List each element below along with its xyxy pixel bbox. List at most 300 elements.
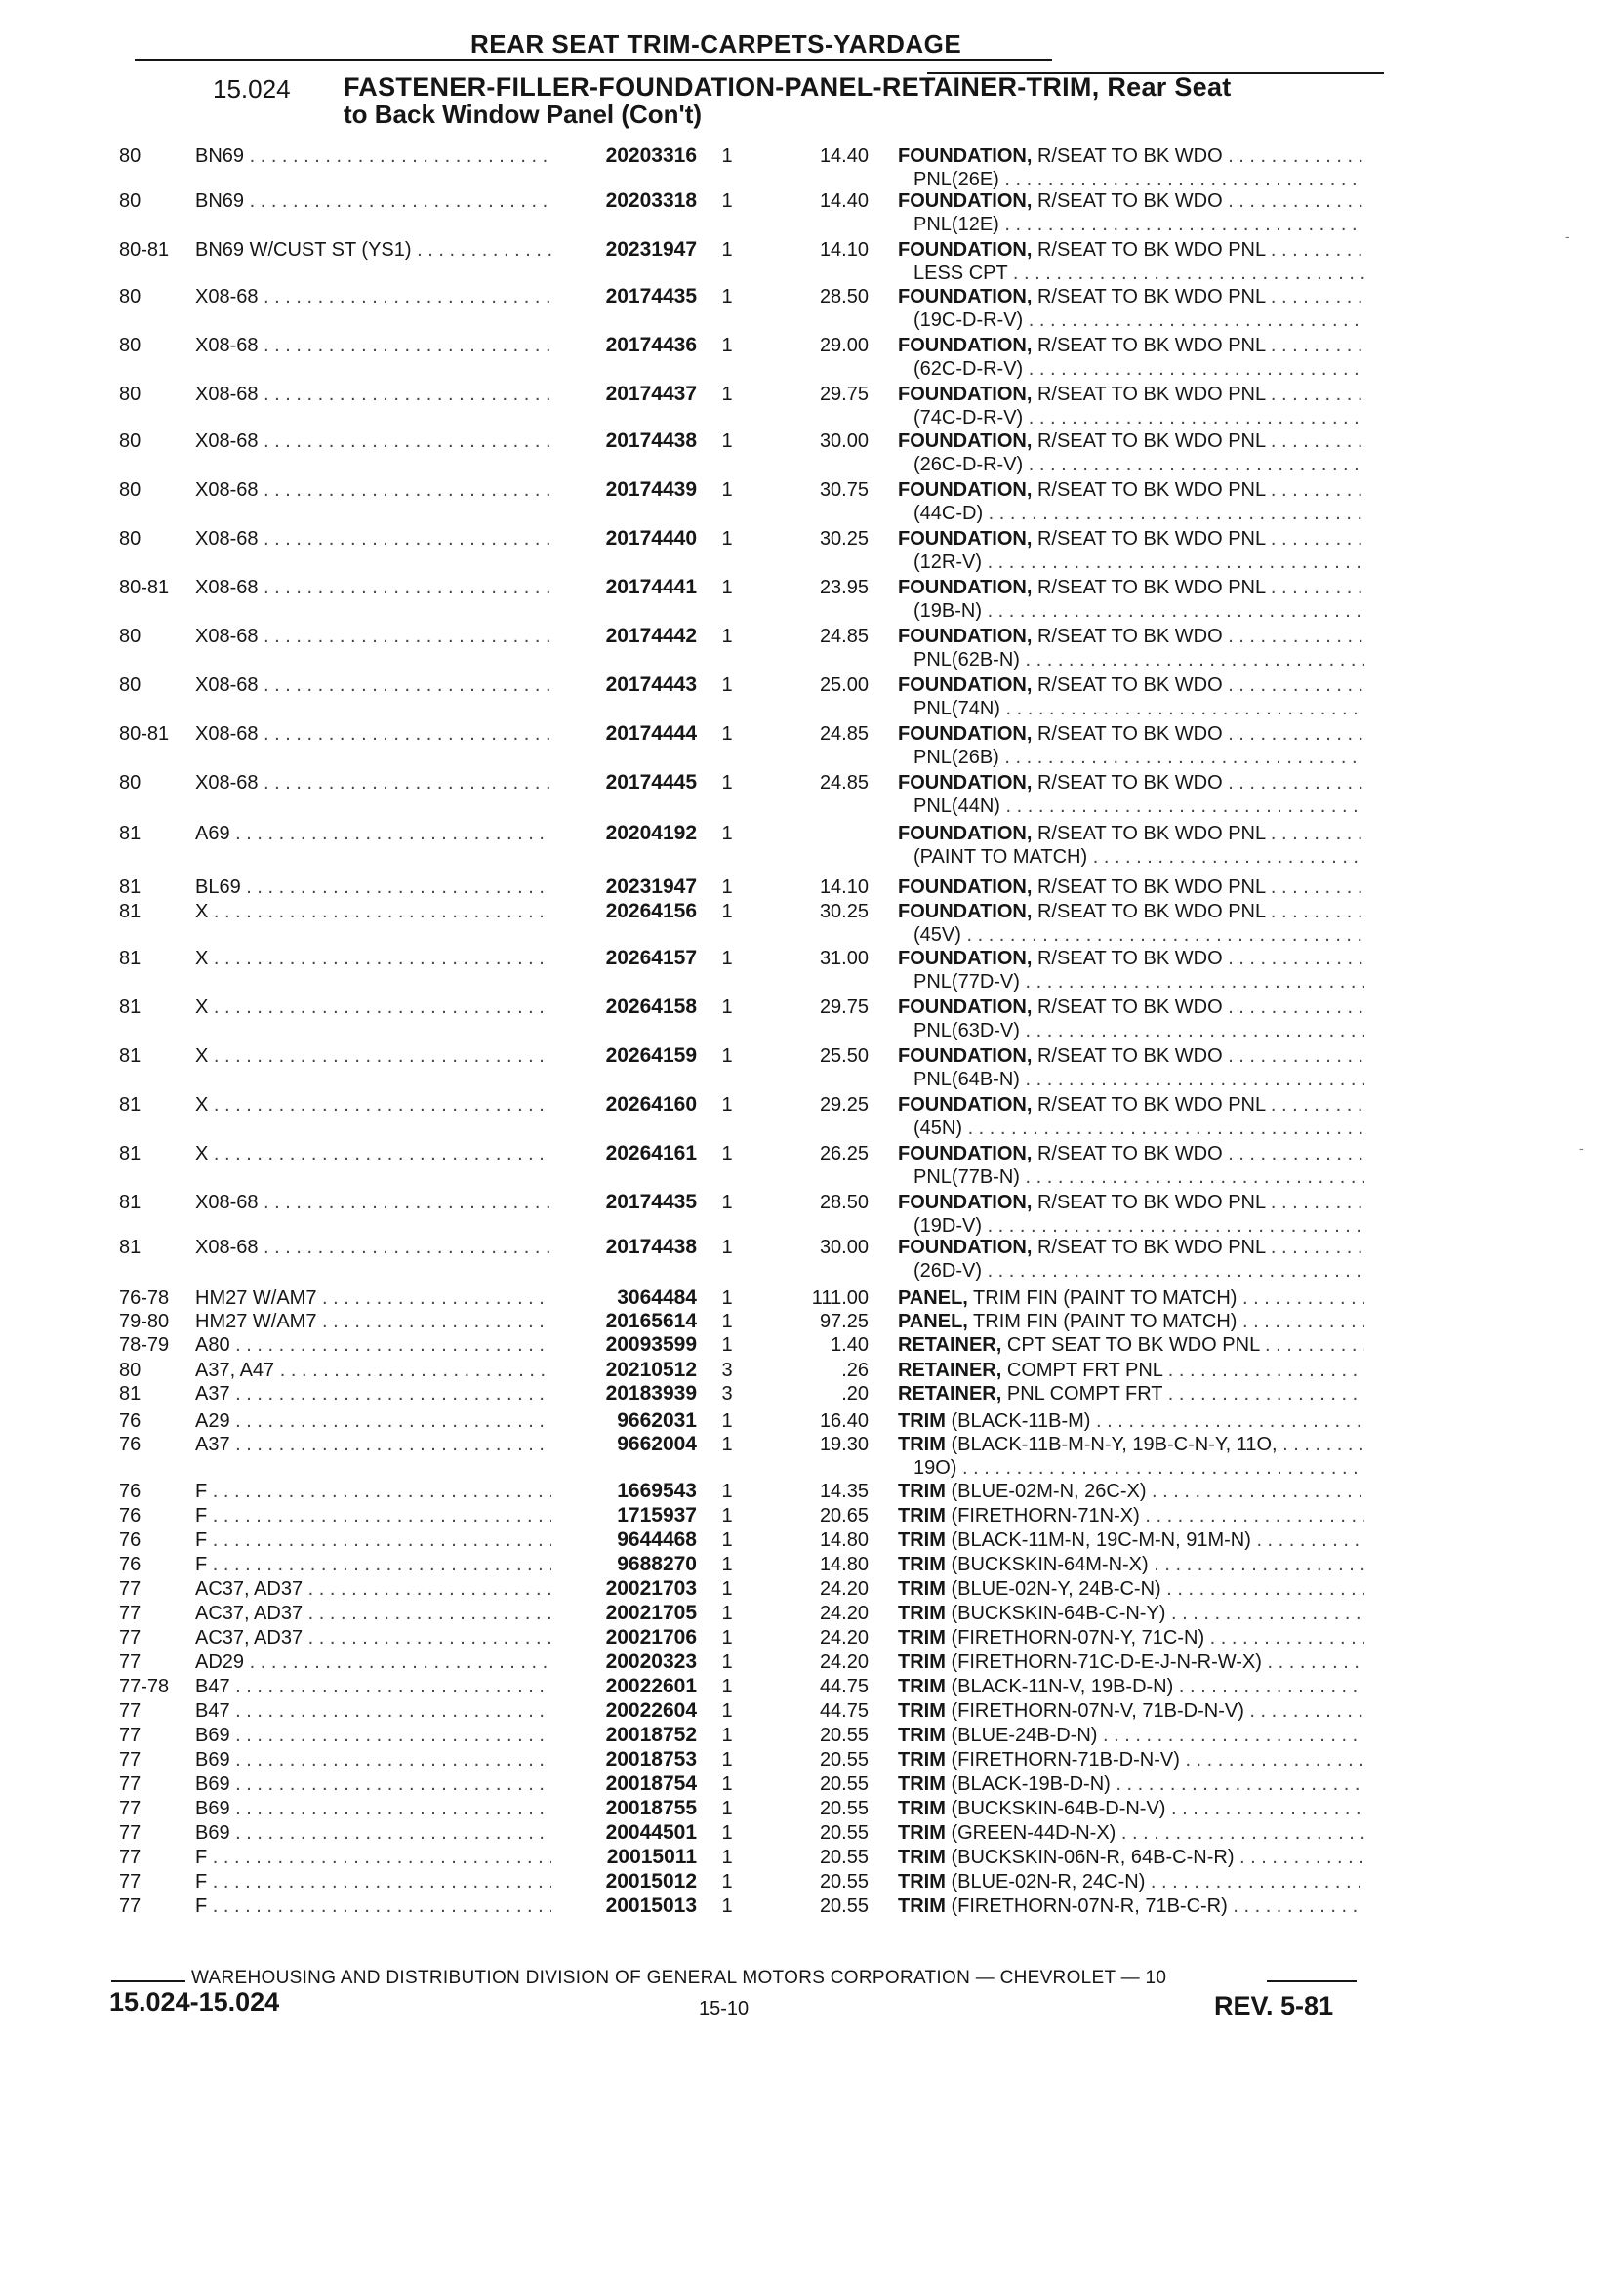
model-year: 80 — [119, 626, 142, 647]
description-line-1 — [898, 1846, 1364, 1869]
model-year: 80 — [119, 335, 142, 356]
part-number: 20018752 — [605, 1724, 697, 1746]
quantity: 1 — [721, 1578, 733, 1600]
price: 44.75 — [819, 1700, 869, 1722]
description-keyword: FOUNDATION, — [898, 948, 1033, 969]
description-text: (GREEN-44D-N-X) — [945, 1822, 1116, 1844]
model-code: X08-68 . . . — [195, 625, 551, 648]
quantity: 1 — [721, 1822, 733, 1844]
description-line-2: (PAINT TO MATCH) . . . — [898, 845, 1364, 869]
part-number: 20264157 — [605, 947, 697, 969]
quantity: 1 — [721, 286, 733, 307]
model-year: 80 — [119, 528, 142, 550]
description-text: R/SEAT TO BK WDO PNL — [1032, 901, 1266, 922]
model-year: 77 — [119, 1871, 142, 1893]
price: 14.40 — [819, 145, 869, 167]
model-code: F . . . — [195, 1894, 551, 1918]
description-keyword: TRIM — [898, 1847, 946, 1868]
description-line-1 — [898, 1748, 1364, 1771]
description-line-1 — [898, 1772, 1364, 1796]
description-line-1 — [898, 1333, 1364, 1357]
description — [898, 771, 1364, 818]
description — [898, 1772, 1364, 1796]
description-line-2: (45N) . . . — [898, 1117, 1364, 1140]
description-line-2: (45V) . . . — [898, 923, 1364, 947]
model-year: 81 — [119, 901, 142, 922]
description-keyword: TRIM — [898, 1434, 946, 1455]
description-line-1 — [898, 1528, 1364, 1552]
part-number: 20264160 — [605, 1093, 697, 1116]
description-line-1 — [898, 1553, 1364, 1576]
model-code: X . . . — [195, 947, 551, 970]
description-text: R/SEAT TO BK WDO — [1032, 626, 1223, 647]
part-number: 20174438 — [605, 1236, 697, 1258]
quantity: 1 — [721, 1434, 733, 1455]
description-keyword: FOUNDATION, — [898, 997, 1033, 1018]
margin-mark: - — [1579, 1140, 1584, 1156]
description — [898, 722, 1364, 769]
description-line-1 — [898, 1286, 1364, 1310]
price: 44.75 — [819, 1676, 869, 1697]
part-number: 20044501 — [605, 1821, 697, 1844]
description-keyword: TRIM — [898, 1627, 946, 1649]
description-line-1 — [898, 1044, 1364, 1068]
description-line-1 — [898, 334, 1364, 357]
part-number: 20020323 — [605, 1650, 697, 1673]
model-code: A37, A47 . . . — [195, 1359, 551, 1382]
quantity: 1 — [721, 1871, 733, 1893]
model-year: 78-79 — [119, 1334, 170, 1356]
description — [898, 1044, 1364, 1091]
price: 24.20 — [819, 1578, 869, 1600]
part-number: 20203318 — [605, 189, 697, 212]
price: 20.55 — [819, 1773, 869, 1795]
price: 23.95 — [819, 577, 869, 598]
description — [898, 1142, 1364, 1189]
description-line-1 — [898, 900, 1364, 923]
part-number: 20174440 — [605, 527, 697, 550]
model-year: 79-80 — [119, 1311, 170, 1332]
part-number: 20174443 — [605, 673, 697, 696]
quantity: 1 — [721, 626, 733, 647]
description-keyword: TRIM — [898, 1603, 946, 1624]
description-text: TRIM FIN (PAINT TO MATCH) — [967, 1287, 1238, 1309]
model-year: 76 — [119, 1554, 142, 1575]
table-row — [0, 238, 1624, 284]
description-text: (BLUE-02M-N, 26C-X) — [945, 1481, 1147, 1502]
description-line-2: (19B-N) . . . — [898, 599, 1364, 623]
part-number: 9688270 — [617, 1553, 697, 1575]
description-keyword: FOUNDATION, — [898, 823, 1033, 844]
model-code: A37 . . . — [195, 1382, 551, 1405]
model-year: 80 — [119, 772, 142, 794]
model-code: B69 . . . — [195, 1797, 551, 1820]
part-number: 20018753 — [605, 1748, 697, 1771]
table-row — [0, 189, 1624, 235]
quantity: 1 — [721, 1554, 733, 1575]
description-keyword: TRIM — [898, 1871, 946, 1893]
model-code: AC37, AD37 . . . — [195, 1602, 551, 1625]
description-line-1 — [898, 1870, 1364, 1893]
model-year: 81 — [119, 1045, 142, 1067]
description-keyword: FOUNDATION, — [898, 901, 1033, 922]
description-line-2: PNL(26E) . . . — [898, 168, 1364, 191]
model-code: B69 . . . — [195, 1772, 551, 1796]
table-row — [0, 771, 1624, 817]
price: 20.55 — [819, 1847, 869, 1868]
quantity: 1 — [721, 1311, 733, 1332]
price: 24.20 — [819, 1627, 869, 1649]
description-text: TRIM FIN (PAINT TO MATCH) — [967, 1311, 1238, 1332]
description-line-2: PNL(62B-N) . . . — [898, 648, 1364, 672]
model-year: 77 — [119, 1749, 142, 1771]
part-number: 20264156 — [605, 900, 697, 922]
price: 20.55 — [819, 1895, 869, 1917]
description — [898, 1602, 1364, 1625]
part-number: 20264161 — [605, 1142, 697, 1164]
description-line-2: LESS CPT . . . — [898, 262, 1364, 285]
model-code: A69 . . . — [195, 822, 551, 845]
model-code: B69 . . . — [195, 1821, 551, 1845]
table-row — [0, 822, 1624, 868]
quantity: 3 — [721, 1383, 733, 1405]
model-year: 77-78 — [119, 1676, 170, 1697]
quantity: 1 — [721, 1410, 733, 1432]
model-code: A80 . . . — [195, 1333, 551, 1357]
description — [898, 1626, 1364, 1649]
section-title-line2: to Back Window Panel (Con't) — [344, 100, 703, 129]
model-code: BN69 . . . — [195, 189, 551, 213]
description-line-1 — [898, 771, 1364, 794]
model-code: F . . . — [195, 1480, 551, 1503]
model-year: 77 — [119, 1822, 142, 1844]
price: 29.75 — [819, 384, 869, 405]
quantity: 1 — [721, 997, 733, 1018]
part-number: 20165614 — [605, 1310, 697, 1332]
part-number: 20022601 — [605, 1675, 697, 1697]
description-keyword: FOUNDATION, — [898, 1094, 1033, 1116]
part-number: 20174441 — [605, 576, 697, 598]
price: 24.20 — [819, 1603, 869, 1624]
table-row — [0, 1093, 1624, 1139]
model-year: 77 — [119, 1578, 142, 1600]
quantity: 1 — [721, 1143, 733, 1164]
description-line-1 — [898, 1191, 1364, 1214]
model-year: 76 — [119, 1505, 142, 1527]
description-line-1 — [898, 1433, 1364, 1456]
price: 111.00 — [811, 1287, 869, 1309]
description — [898, 1480, 1364, 1503]
description-line-1 — [898, 527, 1364, 550]
description-line-1 — [898, 1699, 1364, 1723]
model-code: X . . . — [195, 1093, 551, 1117]
description-line-1 — [898, 383, 1364, 406]
price: 14.10 — [819, 876, 869, 898]
part-number: 20021703 — [605, 1577, 697, 1600]
model-code: HM27 W/AM7 . . . — [195, 1310, 551, 1333]
description-line-1 — [898, 947, 1364, 970]
footer-revision: REV. 5-81 — [1214, 1991, 1334, 2020]
description-text: (BUCKSKIN-64B-C-N-Y) — [945, 1603, 1166, 1624]
quantity: 3 — [721, 1360, 733, 1381]
part-number: 20264159 — [605, 1044, 697, 1067]
part-number: 20174437 — [605, 383, 697, 405]
model-year: 80-81 — [119, 723, 170, 745]
description — [898, 1236, 1364, 1282]
description — [898, 625, 1364, 672]
description — [898, 1310, 1364, 1333]
description-keyword: RETAINER, — [898, 1383, 1002, 1405]
model-year: 80-81 — [119, 577, 170, 598]
description-keyword: TRIM — [898, 1798, 946, 1819]
description-line-2: PNL(64B-N) . . . — [898, 1068, 1364, 1091]
quantity: 1 — [721, 948, 733, 969]
model-code: F . . . — [195, 1870, 551, 1893]
model-code: X08-68 . . . — [195, 429, 551, 453]
model-code: F . . . — [195, 1553, 551, 1576]
part-number: 20174436 — [605, 334, 697, 356]
description — [898, 478, 1364, 525]
table-row — [0, 673, 1624, 719]
description — [898, 383, 1364, 429]
description-text: (FIRETHORN-07N-Y, 71C-N) — [945, 1627, 1205, 1649]
part-number: 20174435 — [605, 1191, 697, 1213]
description — [898, 996, 1364, 1042]
page-header-title: REAR SEAT TRIM-CARPETS-YARDAGE — [470, 29, 962, 59]
quantity: 1 — [721, 1676, 733, 1697]
description-text: R/SEAT TO BK WDO — [1032, 1045, 1223, 1067]
model-year: 80 — [119, 479, 142, 501]
price: 20.55 — [819, 1749, 869, 1771]
description-line-1 — [898, 576, 1364, 599]
description — [898, 947, 1364, 994]
description-line-2: PNL(12E) . . . — [898, 213, 1364, 236]
model-year: 81 — [119, 1237, 142, 1258]
model-year: 76-78 — [119, 1287, 170, 1309]
part-number: 9644468 — [617, 1528, 697, 1551]
table-row — [0, 144, 1624, 190]
description-text: (BLACK-11B-M) — [945, 1410, 1091, 1432]
description-line-1 — [898, 1236, 1364, 1259]
description — [898, 1504, 1364, 1527]
price: 29.00 — [819, 335, 869, 356]
part-number: 20015012 — [605, 1870, 697, 1893]
description-line-1 — [898, 1724, 1364, 1747]
price: 20.65 — [819, 1505, 869, 1527]
description-text: R/SEAT TO BK WDO — [1032, 772, 1223, 794]
description-line-2: PNL(63D-V) . . . — [898, 1019, 1364, 1042]
description-line-1 — [898, 822, 1364, 845]
price: 30.00 — [819, 430, 869, 452]
description-keyword: FOUNDATION, — [898, 577, 1033, 598]
model-code: X08-68 . . . — [195, 478, 551, 502]
part-number: 1669543 — [617, 1480, 697, 1502]
model-year: 76 — [119, 1481, 142, 1502]
footer-section-range: 15.024-15.024 — [109, 1987, 280, 2016]
description-line-1 — [898, 722, 1364, 746]
model-year: 77 — [119, 1651, 142, 1673]
part-number: 20021706 — [605, 1626, 697, 1649]
quantity: 1 — [721, 145, 733, 167]
description-text: R/SEAT TO BK WDO — [1032, 145, 1223, 167]
quantity: 1 — [721, 1045, 733, 1067]
description-text: CPT SEAT TO BK WDO PNL — [1001, 1334, 1260, 1356]
quantity: 1 — [721, 1192, 733, 1213]
quantity: 1 — [721, 674, 733, 696]
model-code: F . . . — [195, 1846, 551, 1869]
description-text: R/SEAT TO BK WDO PNL — [1032, 823, 1266, 844]
description — [898, 144, 1364, 191]
description-text: (BUCKSKIN-06N-R, 64B-C-N-R) — [945, 1847, 1235, 1868]
description-keyword: FOUNDATION, — [898, 479, 1033, 501]
description-text: R/SEAT TO BK WDO — [1032, 997, 1223, 1018]
quantity: 1 — [721, 1237, 733, 1258]
model-code: X08-68 . . . — [195, 1191, 551, 1214]
description — [898, 238, 1364, 285]
quantity: 1 — [721, 1287, 733, 1309]
model-year: 77 — [119, 1798, 142, 1819]
description-keyword: FOUNDATION, — [898, 145, 1033, 167]
description-line-1 — [898, 144, 1364, 168]
model-code: X08-68 . . . — [195, 722, 551, 746]
model-year: 77 — [119, 1603, 142, 1624]
quantity: 1 — [721, 723, 733, 745]
description — [898, 1409, 1364, 1433]
quantity: 1 — [721, 1529, 733, 1551]
description-line-2: (62C-D-R-V) . . . — [898, 357, 1364, 381]
description-text: (FIRETHORN-07N-V, 71B-D-N-V) — [945, 1700, 1244, 1722]
price: 28.50 — [819, 286, 869, 307]
model-code: X08-68 . . . — [195, 285, 551, 308]
model-year: 81 — [119, 997, 142, 1018]
description — [898, 900, 1364, 947]
quantity: 1 — [721, 772, 733, 794]
part-number: 20204192 — [605, 822, 697, 844]
model-year: 81 — [119, 1383, 142, 1405]
description-text: R/SEAT TO BK WDO — [1032, 190, 1223, 212]
model-code: AC37, AD37 . . . — [195, 1577, 551, 1601]
quantity: 1 — [721, 1847, 733, 1868]
table-row — [0, 576, 1624, 622]
part-number: 9662031 — [617, 1409, 697, 1432]
quantity: 1 — [721, 1773, 733, 1795]
table-row — [0, 478, 1624, 524]
description-text: (BUCKSKIN-64M-N-X) — [945, 1554, 1149, 1575]
part-number: 20210512 — [605, 1359, 697, 1381]
price: 19.30 — [819, 1434, 869, 1455]
price: 14.80 — [819, 1529, 869, 1551]
model-year: 76 — [119, 1410, 142, 1432]
price: 20.55 — [819, 1725, 869, 1746]
description-text: COMPT FRT PNL — [1001, 1360, 1163, 1381]
description-line-2: (12R-V) . . . — [898, 550, 1364, 574]
description — [898, 1093, 1364, 1140]
description-line-1 — [898, 875, 1364, 899]
description-line-2: (26D-V) . . . — [898, 1259, 1364, 1282]
description-line-1 — [898, 1577, 1364, 1601]
model-year: 81 — [119, 823, 142, 844]
model-code: BN69 . . . — [195, 144, 551, 168]
description-line-1 — [898, 1797, 1364, 1820]
table-row — [0, 1191, 1624, 1237]
part-number: 1715937 — [617, 1504, 697, 1527]
description-text: (FIRETHORN-07N-R, 71B-C-R) — [945, 1895, 1228, 1917]
description-text: R/SEAT TO BK WDO — [1032, 674, 1223, 696]
table-row — [0, 996, 1624, 1041]
description-keyword: FOUNDATION, — [898, 239, 1033, 261]
description-line-2: (19C-D-R-V) . . . — [898, 308, 1364, 332]
model-year: 76 — [119, 1434, 142, 1455]
model-year: 80 — [119, 1360, 142, 1381]
model-code: X . . . — [195, 996, 551, 1019]
table-row — [0, 1142, 1624, 1188]
description-keyword: TRIM — [898, 1410, 946, 1432]
description-line-1 — [898, 1142, 1364, 1165]
description — [898, 527, 1364, 574]
description-text: R/SEAT TO BK WDO PNL — [1032, 384, 1266, 405]
price: 25.50 — [819, 1045, 869, 1067]
description-keyword: FOUNDATION, — [898, 335, 1033, 356]
description-text: (BLACK-11B-M-N-Y, 19B-C-N-Y, 11O, — [945, 1434, 1278, 1455]
model-code: F . . . — [195, 1528, 551, 1552]
description-text: R/SEAT TO BK WDO PNL — [1032, 1094, 1266, 1116]
model-code: A29 . . . — [195, 1409, 551, 1433]
model-year: 77 — [119, 1895, 142, 1917]
part-number: 20183939 — [605, 1382, 697, 1405]
part-number: 20174439 — [605, 478, 697, 501]
description-keyword: RETAINER, — [898, 1334, 1002, 1356]
model-code: BN69 W/CUST ST (YS1) . . . — [195, 238, 551, 262]
description — [898, 1191, 1364, 1238]
quantity: 1 — [721, 239, 733, 261]
part-number: 20022604 — [605, 1699, 697, 1722]
price: 24.85 — [819, 626, 869, 647]
description-line-1 — [898, 1821, 1364, 1845]
description — [898, 1724, 1364, 1747]
description-line-1 — [898, 1675, 1364, 1698]
quantity: 1 — [721, 335, 733, 356]
price: 20.55 — [819, 1798, 869, 1819]
table-row — [0, 1044, 1624, 1090]
table-row — [0, 285, 1624, 331]
description — [898, 1286, 1364, 1310]
price: 26.25 — [819, 1143, 869, 1164]
price: 14.10 — [819, 239, 869, 261]
model-year: 77 — [119, 1725, 142, 1746]
description-line-2: (74C-D-R-V) . . . — [898, 406, 1364, 429]
description-text: (FIRETHORN-71B-D-N-V) — [945, 1749, 1180, 1771]
description-keyword: TRIM — [898, 1529, 946, 1551]
description — [898, 1675, 1364, 1698]
description-keyword: TRIM — [898, 1481, 946, 1502]
description-text: R/SEAT TO BK WDO PNL — [1032, 239, 1266, 261]
price: 14.35 — [819, 1481, 869, 1502]
description-keyword: FOUNDATION, — [898, 1143, 1033, 1164]
price: 1.40 — [831, 1334, 869, 1356]
table-row — [0, 625, 1624, 671]
description — [898, 1650, 1364, 1674]
model-code: X . . . — [195, 900, 551, 923]
section-number: 15.024 — [213, 74, 291, 103]
description-keyword: PANEL, — [898, 1287, 968, 1309]
description-text: R/SEAT TO BK WDO PNL — [1032, 479, 1266, 501]
description — [898, 1577, 1364, 1601]
model-year: 81 — [119, 876, 142, 898]
description-keyword: FOUNDATION, — [898, 1045, 1033, 1067]
description-text: (BLUE-02N-Y, 24B-C-N) — [945, 1578, 1161, 1600]
description-line-2: PNL(44N) . . . — [898, 794, 1364, 818]
description-keyword: FOUNDATION, — [898, 190, 1033, 212]
